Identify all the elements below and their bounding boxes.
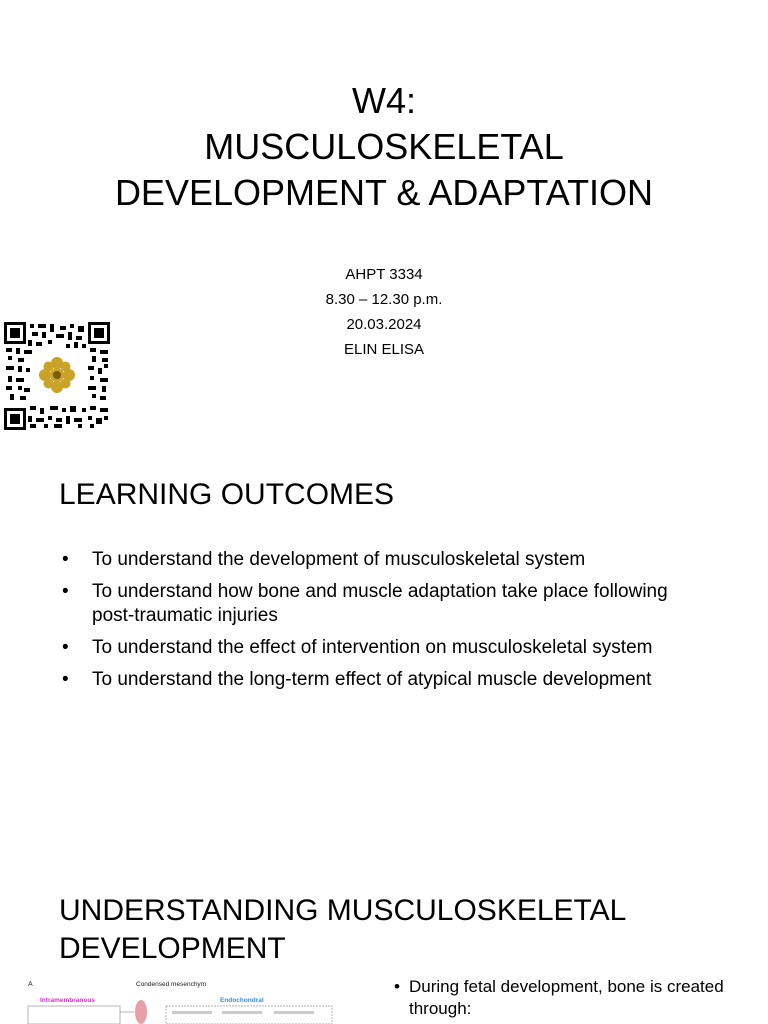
outcome-text: To understand how bone and muscle adaptation take place following post-traumatic injuries xyxy=(92,581,668,626)
endochondral-box xyxy=(166,1006,332,1024)
title-line-1: W4: xyxy=(351,80,416,121)
class-time: 8.30 – 12.30 p.m. xyxy=(325,291,443,308)
lecturer-name: ELIN ELISA xyxy=(343,341,425,358)
development-body xyxy=(394,976,724,1020)
endochondral-detail xyxy=(274,1011,314,1014)
title-line-2: MUSCULOSKELETAL xyxy=(204,126,564,167)
title-slide xyxy=(0,0,768,450)
condensed-mesenchym-shape xyxy=(135,1000,147,1024)
intramembranous-box xyxy=(28,1006,120,1024)
development-heading: UNDERSTANDING MUSCULOSKELETAL DEVELOPMENT xyxy=(59,894,626,965)
intramembranous-label: Intramembranous xyxy=(40,997,95,1004)
panel-label: A xyxy=(28,981,33,988)
list-item xyxy=(59,548,699,572)
development-body-text: During fetal development, bone is created through: xyxy=(409,977,724,1018)
outcome-text: To understand the development of musculoskeletal system xyxy=(92,549,586,570)
learning-outcomes-list xyxy=(59,548,699,700)
list-item xyxy=(59,668,699,692)
bone-development-diagram xyxy=(24,978,344,1024)
condensed-mesenchym-label: Condensed mesenchym xyxy=(136,981,207,988)
class-date: 20.03.2024 xyxy=(346,316,422,333)
bullet-icon: • xyxy=(62,549,69,570)
learning-outcomes-slide xyxy=(0,470,768,830)
title-line-3: DEVELOPMENT & ADAPTATION xyxy=(114,172,654,213)
list-item xyxy=(59,580,699,628)
endochondral-label: Endochondral xyxy=(220,997,264,1004)
slide-title xyxy=(0,78,768,216)
list-item xyxy=(59,636,699,660)
qr-code-icon[interactable] xyxy=(4,322,110,430)
outcome-text: To understand the effect of intervention on musculoskeletal system xyxy=(92,637,653,658)
course-code: AHPT 3334 xyxy=(345,266,423,283)
development-slide xyxy=(0,888,768,1024)
bullet-icon: • xyxy=(394,977,400,996)
bullet-icon: • xyxy=(62,669,69,690)
endochondral-detail xyxy=(222,1011,262,1014)
bullet-icon: • xyxy=(62,637,69,658)
bullet-icon: • xyxy=(62,581,69,602)
outcome-text: To understand the long-term effect of atypical muscle development xyxy=(92,669,652,690)
endochondral-detail xyxy=(172,1011,212,1014)
learning-outcomes-heading: LEARNING OUTCOMES xyxy=(59,478,395,511)
course-meta xyxy=(0,262,768,362)
